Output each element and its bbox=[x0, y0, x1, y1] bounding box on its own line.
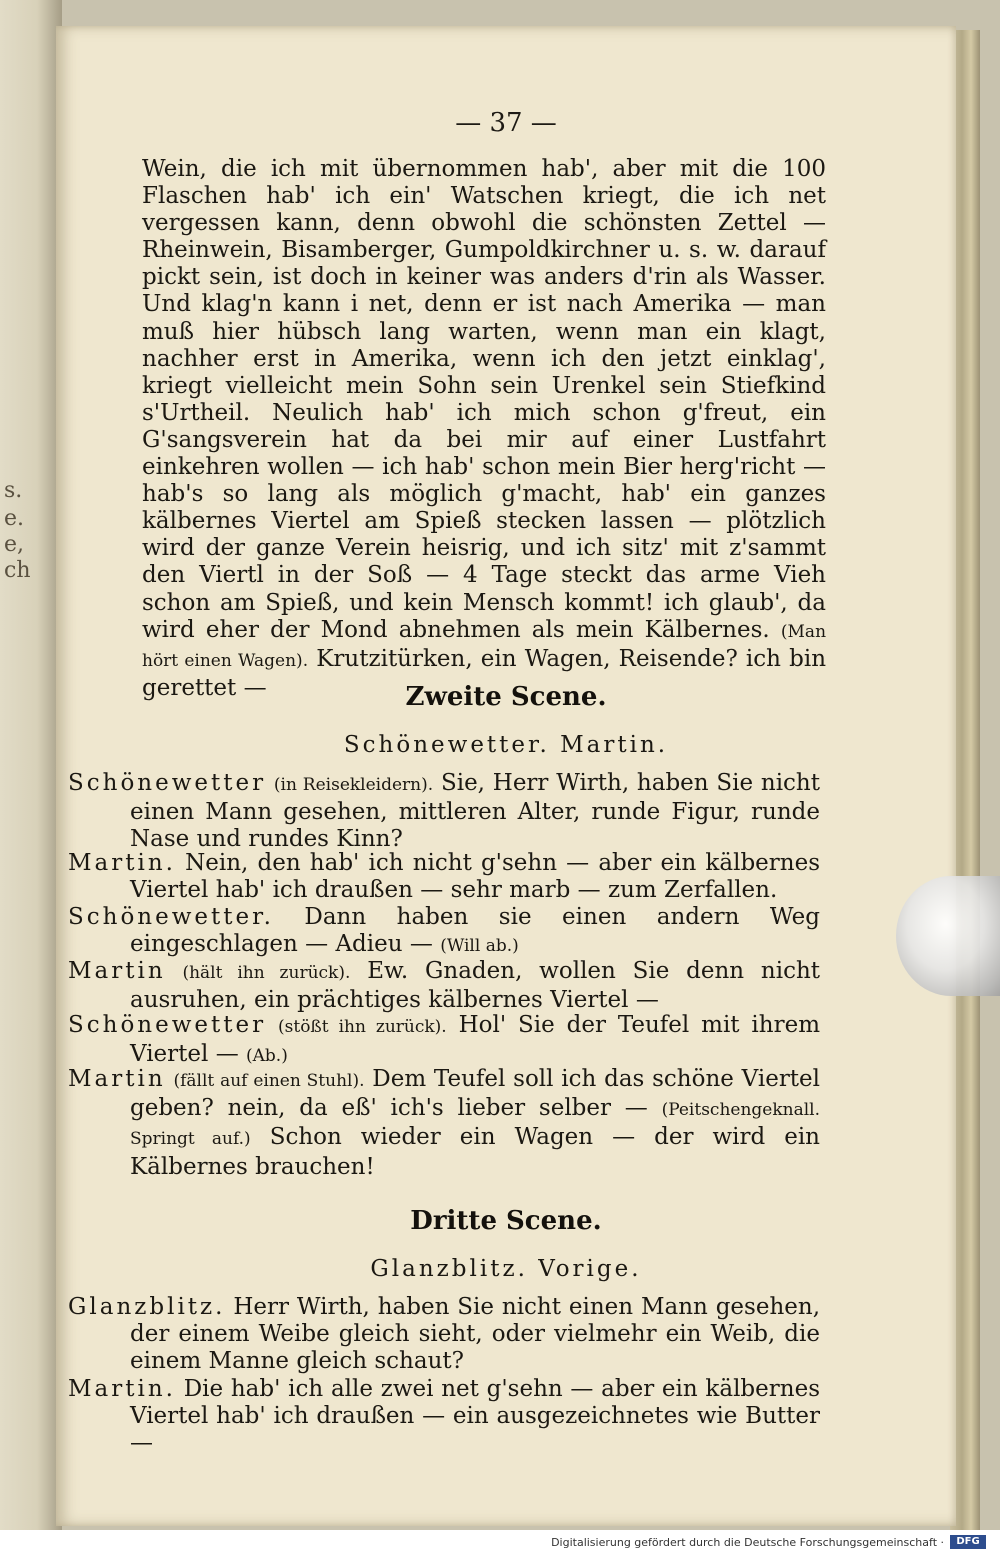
dfg-logo: DFG bbox=[950, 1535, 986, 1549]
speech-text: Dem Teufel soll ich das schöne Viertel geben? nein, da eß' ich's lieber selber — bbox=[130, 1066, 821, 1122]
paragraph-text: Krutzitürken, ein Wagen, Reisende? ich bin gerettet — bbox=[142, 645, 827, 701]
scene-heading-2: Zweite Scene. bbox=[405, 682, 607, 712]
stage-direction: (Peitschengeknall. Springt auf.) bbox=[130, 1100, 821, 1150]
funding-credit: Digitalisierung gefördert durch die Deutsche Forschungsgemeinschaft · bbox=[551, 1536, 944, 1549]
speech-line bbox=[68, 958, 820, 1014]
speaker-name: Martin. bbox=[68, 1376, 176, 1402]
paragraph-text: Wein, die ich mit übernommen hab', aber mit die 100 Flaschen hab' ich ein' Watschen kriegt, die ich net vergessen kann, denn obwohl die schönsten Zettel — Rheinwein, Bisamberger, Gumpoldkirchner u. s. w. darauf pickt sein, ist doch in keiner was anders d'rin als Wasser. Und klag'n kann i net, denn er ist nach Amerika — man muß hier hübsch lang warten, wenn man ein klagt, nachher erst in Amerika, wenn ich den jetzt einklag', kriegt vielleicht mein Sohn sein Urenkel sein Stiefkind s'Urtheil. Neulich hab' ich mich schon g'freut, ein G'sangsverein hat da bei mir auf einer Lustfahrt einkehren wollen — ich hab' schon mein Bier herg'richt — hab's so lang als möglich g'macht, hab' ein ganzes kälbernes Viertel am Spieß stecken lassen — plötzlich wird der ganze Verein heisrig, und ich sitz' mit z'sammt den Viertl in der Soß — 4 Tage steckt das arme Vieh schon am Spieß, und kein Mensch kommt! ich glaub', da wird eher der Mond abnehmen als mein Kälbernes. bbox=[142, 156, 826, 643]
prev-page-fragment: ch bbox=[4, 558, 31, 583]
speech-text: Schon wieder ein Wagen — der wird ein Kälbernes brauchen! bbox=[130, 1124, 820, 1180]
prev-page-fragment: e, bbox=[4, 532, 25, 557]
book-page bbox=[56, 26, 956, 1526]
speech-text: Dann haben sie einen andern Weg eingeschlagen — Adieu — bbox=[130, 904, 820, 958]
speech-text: Hol' Sie der Teufel mit ihrem Viertel — bbox=[130, 1012, 820, 1068]
digitization-footer bbox=[0, 1530, 1000, 1555]
stage-direction: (Ab.) bbox=[246, 1046, 288, 1067]
prev-page-fragment: e. bbox=[4, 506, 25, 531]
stage-direction: (hält ihn zurück). bbox=[182, 963, 351, 983]
speech-text: Nein, den hab' ich nicht g'sehn — aber ein kälbernes Viertel hab' ich draußen — sehr marb — zum Zerfallen. bbox=[130, 850, 820, 904]
stage-direction: (Will ab.) bbox=[440, 936, 519, 957]
speaker-name: Glanzblitz. bbox=[68, 1294, 226, 1320]
speech-line bbox=[68, 770, 820, 854]
prev-page-fragment: s. bbox=[4, 478, 23, 503]
speaker-name: Schönewetter. bbox=[68, 904, 274, 930]
speech-line bbox=[68, 1294, 820, 1376]
speech-line bbox=[68, 850, 820, 904]
previous-page-edge bbox=[0, 0, 62, 1530]
cast-list-2: Schönewetter. Martin. bbox=[343, 732, 669, 758]
opening-paragraph bbox=[142, 156, 826, 702]
scanner-thumb-overlay bbox=[896, 876, 1000, 996]
speech-line bbox=[68, 1376, 820, 1458]
speech-text: Herr Wirth, haben Sie nicht einen Mann gesehen, der einem Weibe gleich sieht, oder vielmehr ein Weib, die einem Manne gleich schaut? bbox=[130, 1294, 821, 1375]
speech-line bbox=[68, 1066, 820, 1181]
stage-direction: (stößt ihn zurück). bbox=[278, 1017, 447, 1037]
speech-text: Sie, Herr Wirth, haben Sie nicht einen Mann gesehen, mittleren Alter, runde Figur, runde Nase und rundes Kinn? bbox=[130, 770, 820, 853]
speech-line bbox=[68, 904, 820, 960]
speaker-name: Martin bbox=[68, 1066, 166, 1092]
speech-line bbox=[68, 1012, 820, 1070]
page-number: — 37 — bbox=[455, 108, 557, 138]
speaker-name: Schönewetter bbox=[68, 770, 267, 796]
stage-direction: (Man hört einen Wagen). bbox=[142, 621, 827, 671]
cast-list-3: Glanzblitz. Vorige. bbox=[370, 1256, 642, 1282]
stage-direction: (in Reisekleidern). bbox=[273, 775, 434, 795]
speaker-name: Schönewetter bbox=[68, 1012, 267, 1038]
speech-text: Ew. Gnaden, wollen Sie denn nicht ausruhen, ein prächtiges kälbernes Viertel — bbox=[130, 958, 821, 1014]
speech-text: Die hab' ich alle zwei net g'sehn — aber ein kälbernes Viertel hab' ich draußen — ein ausgezeichnetes wie Butter — bbox=[130, 1376, 820, 1457]
speaker-name: Martin bbox=[68, 958, 166, 984]
scene-heading-3: Dritte Scene. bbox=[410, 1206, 602, 1236]
speaker-name: Martin. bbox=[68, 850, 176, 876]
stage-direction: (fällt auf einen Stuhl). bbox=[173, 1071, 365, 1091]
